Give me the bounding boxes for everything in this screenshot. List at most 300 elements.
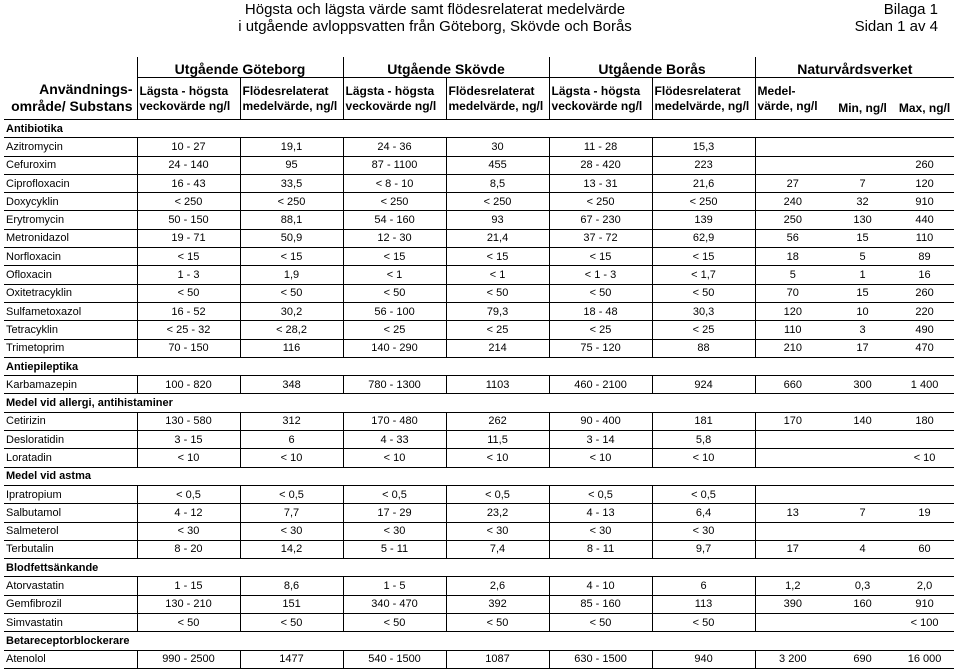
group-goteborg: Utgående Göteborg [137,57,343,78]
skovde-range-cell: 87 - 1100 [343,156,446,174]
min-value-cell: 0,3 [830,577,895,595]
group-empty-cell [4,57,137,78]
column-header-skovde-range [343,78,446,120]
substance-name: Norfloxacin [4,248,137,266]
column-header-max: Max, ng/l [895,78,954,120]
boras-flow-cell: 21,6 [652,174,755,192]
skovde-flow-cell: 8,5 [446,174,549,192]
max-value-cell: 19 [895,504,954,522]
min-value-cell: 4 [830,540,895,558]
boras-range-cell: 11 - 28 [549,138,652,156]
category-row [4,394,954,412]
skovde-flow-cell: 93 [446,211,549,229]
goteborg-flow-cell: 19,1 [240,138,343,156]
goteborg-flow-cell: < 50 [240,614,343,632]
skovde-flow-cell: < 0,5 [446,485,549,503]
boras-flow-cell: 6 [652,577,755,595]
boras-flow-cell: 940 [652,650,755,668]
medel-value-cell: 70 [755,284,830,302]
substance-name: Terbutalin [4,540,137,558]
skovde-range-cell: < 50 [343,284,446,302]
boras-flow-cell: < 250 [652,193,755,211]
skovde-flow-cell: 1087 [446,650,549,668]
goteborg-flow-cell: 312 [240,412,343,430]
table-row [4,302,954,320]
boras-range-cell: 37 - 72 [549,229,652,247]
max-value-cell: 220 [895,302,954,320]
max-value-cell: 110 [895,229,954,247]
boras-flow-cell: 223 [652,156,755,174]
skovde-range-cell: 780 - 1300 [343,376,446,394]
table-row [4,376,954,394]
boras-range-cell: 460 - 2100 [549,376,652,394]
goteborg-range-cell: 990 - 2500 [137,650,240,668]
boras-flow-cell: < 30 [652,522,755,540]
goteborg-range-cell: < 15 [137,248,240,266]
category-row [4,120,954,138]
category-label: Medel vid allergi, antihistaminer [4,394,954,412]
substance-name: Simvastatin [4,614,137,632]
skovde-flow-cell: 1103 [446,376,549,394]
boras-flow-cell: < 10 [652,449,755,467]
substance-header-line1: Användnings- [39,81,133,98]
page-number: Sidan 1 av 4 [854,18,938,35]
boras-flow-cell: 9,7 [652,540,755,558]
skovde-flow-cell: < 30 [446,522,549,540]
substance-name: Ofloxacin [4,266,137,284]
table-row [4,595,954,613]
boras-range-cell: < 25 [549,321,652,339]
goteborg-flow-cell: < 250 [240,193,343,211]
table-row [4,138,954,156]
goteborg-flow-cell: 88,1 [240,211,343,229]
boras-flow-cell: 15,3 [652,138,755,156]
min-value-cell: 7 [830,504,895,522]
goteborg-range-cell: 130 - 580 [137,412,240,430]
goteborg-flow-cell: 30,2 [240,302,343,320]
column-header-min: Min, ng/l [830,78,895,120]
goteborg-flow-cell: 6 [240,431,343,449]
skovde-flow-cell: 23,2 [446,504,549,522]
skovde-flow-cell: < 50 [446,614,549,632]
min-value-cell [830,449,895,467]
min-value-cell: 10 [830,302,895,320]
boras-flow-cell: < 25 [652,321,755,339]
goteborg-range-cell: 70 - 150 [137,339,240,357]
skovde-range-cell: 12 - 30 [343,229,446,247]
substance-name: Atorvastatin [4,577,137,595]
boras-range-cell: 18 - 48 [549,302,652,320]
table-row [4,156,954,174]
skovde-range-cell: < 25 [343,321,446,339]
column-header-boras-range [549,78,652,120]
range-header-line2: veckovärde ng/l [551,98,643,113]
max-value-cell: < 100 [895,614,954,632]
range-header-line1: Lägsta - högsta [551,83,641,98]
range-header-line1: Lägsta - högsta [139,83,229,98]
max-value-cell [895,522,954,540]
table-row [4,266,954,284]
boras-range-cell: 8 - 11 [549,540,652,558]
goteborg-range-cell: < 25 - 32 [137,321,240,339]
skovde-range-cell: 140 - 290 [343,339,446,357]
boras-range-cell: < 30 [549,522,652,540]
substance-name: Trimetoprim [4,339,137,357]
min-value-cell: 32 [830,193,895,211]
table-row [4,614,954,632]
medel-value-cell [755,449,830,467]
substance-name: Tetracyklin [4,321,137,339]
boras-flow-cell: 30,3 [652,302,755,320]
skovde-range-cell: < 8 - 10 [343,174,446,192]
skovde-range-cell: 5 - 11 [343,540,446,558]
boras-flow-cell: 5,8 [652,431,755,449]
min-value-cell: 15 [830,229,895,247]
boras-range-cell: 67 - 230 [549,211,652,229]
skovde-range-cell: < 1 [343,266,446,284]
min-value-cell: 17 [830,339,895,357]
max-value-cell [895,138,954,156]
goteborg-flow-cell: < 0,5 [240,485,343,503]
boras-range-cell: < 50 [549,284,652,302]
substance-table [4,57,954,669]
skovde-flow-cell: 392 [446,595,549,613]
range-header-line2: veckovärde ng/l [139,98,231,113]
table-row [4,211,954,229]
goteborg-range-cell: 130 - 210 [137,595,240,613]
skovde-flow-cell: 11,5 [446,431,549,449]
skovde-flow-cell: < 50 [446,284,549,302]
boras-range-cell: 13 - 31 [549,174,652,192]
boras-range-cell: 630 - 1500 [549,650,652,668]
skovde-range-cell: < 15 [343,248,446,266]
max-value-cell: 120 [895,174,954,192]
max-value-cell: 16 [895,266,954,284]
goteborg-range-cell: 1 - 15 [137,577,240,595]
column-header-goteborg-flow [240,78,343,120]
table-row [4,174,954,192]
skovde-range-cell: 24 - 36 [343,138,446,156]
medel-value-cell: 660 [755,376,830,394]
column-header-medel [755,78,830,120]
category-label: Betareceptorblockerare [4,632,954,650]
min-value-cell: 690 [830,650,895,668]
table-row [4,248,954,266]
table-row [4,412,954,430]
max-value-cell: 60 [895,540,954,558]
skovde-range-cell: < 10 [343,449,446,467]
boras-range-cell: < 250 [549,193,652,211]
range-header-line2: veckovärde ng/l [345,98,437,113]
boras-range-cell: 28 - 420 [549,156,652,174]
skovde-range-cell: 1 - 5 [343,577,446,595]
medel-value-cell: 17 [755,540,830,558]
boras-flow-cell: 88 [652,339,755,357]
substance-name: Salmeterol [4,522,137,540]
flow-header-line2: medelvärde, ng/l [654,98,750,113]
goteborg-range-cell: 1 - 3 [137,266,240,284]
substance-name: Metronidazol [4,229,137,247]
goteborg-range-cell: 100 - 820 [137,376,240,394]
boras-range-cell: < 50 [549,614,652,632]
table-body [4,120,954,669]
goteborg-flow-cell: < 28,2 [240,321,343,339]
table-row [4,449,954,467]
goteborg-flow-cell: 1,9 [240,266,343,284]
substance-name: Ipratropium [4,485,137,503]
skovde-range-cell: 17 - 29 [343,504,446,522]
medel-header-line2: värde, ng/l [757,98,818,113]
min-value-cell: 3 [830,321,895,339]
boras-flow-cell: 139 [652,211,755,229]
column-header-substance [4,78,137,120]
medel-value-cell: 1,2 [755,577,830,595]
boras-flow-cell: < 50 [652,284,755,302]
skovde-range-cell: 340 - 470 [343,595,446,613]
substance-header-line2: område/ Substans [11,98,133,115]
max-value-cell: < 10 [895,449,954,467]
max-value-cell: 260 [895,156,954,174]
category-row [4,467,954,485]
category-label: Medel vid astma [4,467,954,485]
medel-value-cell: 56 [755,229,830,247]
medel-value-cell: 18 [755,248,830,266]
table-row [4,504,954,522]
goteborg-range-cell: 16 - 43 [137,174,240,192]
group-skovde: Utgående Skövde [343,57,549,78]
medel-value-cell: 27 [755,174,830,192]
boras-flow-cell: < 1,7 [652,266,755,284]
goteborg-range-cell: < 30 [137,522,240,540]
skovde-flow-cell: 455 [446,156,549,174]
substance-name: Karbamazepin [4,376,137,394]
goteborg-flow-cell: < 30 [240,522,343,540]
goteborg-range-cell: < 250 [137,193,240,211]
skovde-range-cell: < 50 [343,614,446,632]
boras-range-cell: 4 - 10 [549,577,652,595]
medel-value-cell [755,431,830,449]
max-value-cell: 260 [895,284,954,302]
medel-value-cell [755,614,830,632]
goteborg-flow-cell: 95 [240,156,343,174]
skovde-range-cell: < 0,5 [343,485,446,503]
boras-range-cell: 90 - 400 [549,412,652,430]
boras-flow-cell: < 0,5 [652,485,755,503]
boras-flow-cell: 62,9 [652,229,755,247]
min-value-cell: 160 [830,595,895,613]
skovde-flow-cell: 7,4 [446,540,549,558]
goteborg-range-cell: < 50 [137,284,240,302]
table-row [4,229,954,247]
max-value-cell: 910 [895,595,954,613]
flow-header-line1: Flödesrelaterat [654,83,741,98]
substance-name: Atenolol [4,650,137,668]
min-value-cell: 7 [830,174,895,192]
goteborg-range-cell: 4 - 12 [137,504,240,522]
goteborg-range-cell: 16 - 52 [137,302,240,320]
goteborg-range-cell: < 0,5 [137,485,240,503]
boras-range-cell: < 10 [549,449,652,467]
group-boras: Utgående Borås [549,57,755,78]
table-row [4,540,954,558]
category-label: Antibiotika [4,120,954,138]
min-value-cell [830,156,895,174]
column-header-skovde-flow [446,78,549,120]
goteborg-range-cell: < 10 [137,449,240,467]
goteborg-range-cell: 10 - 27 [137,138,240,156]
skovde-flow-cell: < 1 [446,266,549,284]
medel-value-cell: 170 [755,412,830,430]
category-row [4,357,954,375]
skovde-range-cell: 540 - 1500 [343,650,446,668]
min-value-cell: 5 [830,248,895,266]
substance-name: Doxycyklin [4,193,137,211]
min-value-cell: 130 [830,211,895,229]
boras-flow-cell: 181 [652,412,755,430]
document-title: Högsta och lägsta värde samt flödesrelaterat medelvärde [244,1,626,18]
flow-header-line1: Flödesrelaterat [242,83,329,98]
medel-header-line1: Medel- [757,83,796,98]
medel-value-cell: 240 [755,193,830,211]
max-value-cell: 89 [895,248,954,266]
max-value-cell: 1 400 [895,376,954,394]
substance-name: Azitromycin [4,138,137,156]
medel-value-cell: 250 [755,211,830,229]
substance-name: Erytromycin [4,211,137,229]
max-value-cell: 910 [895,193,954,211]
medel-value-cell: 13 [755,504,830,522]
table-row [4,193,954,211]
column-header-row [4,78,954,120]
column-header-goteborg-range [137,78,240,120]
min-value-cell: 140 [830,412,895,430]
goteborg-range-cell: < 50 [137,614,240,632]
skovde-range-cell: < 250 [343,193,446,211]
appendix-label: Bilaga 1 [883,1,938,18]
medel-value-cell [755,138,830,156]
category-label: Antiepileptika [4,357,954,375]
skovde-flow-cell: 2,6 [446,577,549,595]
max-value-cell: 180 [895,412,954,430]
max-value-cell: 470 [895,339,954,357]
min-value-cell: 15 [830,284,895,302]
medel-value-cell: 5 [755,266,830,284]
boras-range-cell: 4 - 13 [549,504,652,522]
substance-name: Loratadin [4,449,137,467]
goteborg-range-cell: 50 - 150 [137,211,240,229]
skovde-flow-cell: 214 [446,339,549,357]
goteborg-flow-cell: 50,9 [240,229,343,247]
min-value-cell [830,485,895,503]
goteborg-range-cell: 24 - 140 [137,156,240,174]
skovde-range-cell: 170 - 480 [343,412,446,430]
goteborg-flow-cell: < 10 [240,449,343,467]
medel-value-cell: 210 [755,339,830,357]
max-value-cell: 16 000 [895,650,954,668]
category-row [4,632,954,650]
medel-value-cell: 110 [755,321,830,339]
boras-range-cell: < 0,5 [549,485,652,503]
min-value-cell [830,138,895,156]
medel-value-cell: 3 200 [755,650,830,668]
substance-name: Ciprofloxacin [4,174,137,192]
table-row [4,650,954,668]
skovde-flow-cell: 262 [446,412,549,430]
skovde-flow-cell: < 250 [446,193,549,211]
range-header-line1: Lägsta - högsta [345,83,435,98]
substance-name: Desloratidin [4,431,137,449]
group-header-row [4,57,954,78]
flow-header-line2: medelvärde, ng/l [242,98,338,113]
boras-range-cell: 85 - 160 [549,595,652,613]
boras-range-cell: 3 - 14 [549,431,652,449]
boras-range-cell: 75 - 120 [549,339,652,357]
goteborg-flow-cell: < 15 [240,248,343,266]
goteborg-flow-cell: 116 [240,339,343,357]
goteborg-flow-cell: 33,5 [240,174,343,192]
table-row [4,284,954,302]
table-row [4,522,954,540]
skovde-flow-cell: < 10 [446,449,549,467]
goteborg-range-cell: 19 - 71 [137,229,240,247]
substance-name: Cetirizin [4,412,137,430]
goteborg-range-cell: 8 - 20 [137,540,240,558]
substance-name: Salbutamol [4,504,137,522]
medel-value-cell [755,156,830,174]
goteborg-range-cell: 3 - 15 [137,431,240,449]
medel-value-cell: 390 [755,595,830,613]
skovde-range-cell: 4 - 33 [343,431,446,449]
skovde-flow-cell: 30 [446,138,549,156]
goteborg-flow-cell: 8,6 [240,577,343,595]
substance-name: Cefuroxim [4,156,137,174]
table-row [4,321,954,339]
min-value-cell [830,614,895,632]
group-naturvardsverket: Naturvårdsverket [755,57,954,78]
boras-range-cell: < 1 - 3 [549,266,652,284]
skovde-flow-cell: 79,3 [446,302,549,320]
table-row [4,485,954,503]
document-header [0,0,960,40]
boras-flow-cell: 6,4 [652,504,755,522]
skovde-range-cell: 56 - 100 [343,302,446,320]
goteborg-flow-cell: 7,7 [240,504,343,522]
column-header-boras-flow [652,78,755,120]
max-value-cell [895,431,954,449]
flow-header-line1: Flödesrelaterat [448,83,535,98]
medel-value-cell: 120 [755,302,830,320]
category-label: Blodfettsänkande [4,559,954,577]
min-value-cell: 1 [830,266,895,284]
medel-value-cell [755,522,830,540]
boras-flow-cell: 113 [652,595,755,613]
table-row [4,431,954,449]
medel-value-cell [755,485,830,503]
skovde-flow-cell: < 25 [446,321,549,339]
max-value-cell [895,485,954,503]
substance-name: Oxitetracyklin [4,284,137,302]
skovde-range-cell: < 30 [343,522,446,540]
category-row [4,559,954,577]
max-value-cell: 440 [895,211,954,229]
min-value-cell [830,431,895,449]
min-value-cell: 300 [830,376,895,394]
goteborg-flow-cell: 1477 [240,650,343,668]
boras-flow-cell: < 15 [652,248,755,266]
skovde-flow-cell: 21,4 [446,229,549,247]
goteborg-flow-cell: 348 [240,376,343,394]
table-row [4,339,954,357]
